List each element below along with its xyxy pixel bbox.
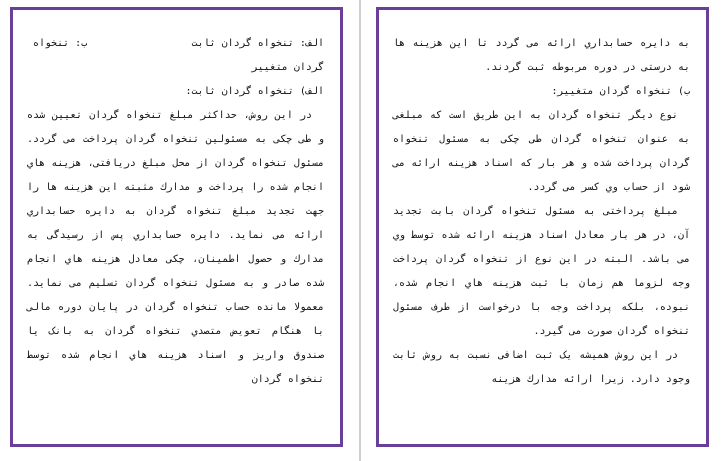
right-paragraph-4: در این روش همیشه یک ثبت اضافی نسبت به روش ثابت وجود دارد. زیرا ارائه مدارك هزینه (393, 350, 690, 385)
right-paragraph-1: به دایره حسابداري ارائه می گردد تا این هزینه ها به درستی در دوره مربوطه ثبت گردند. (393, 38, 690, 73)
left-header-line (27, 32, 324, 56)
right-paragraph-3: مبلغ پرداختی به مسئول تنخواه گردان بابت تجدید آن، در هر بار معادل اسناد هزینه ارائه شده توسط وي می باشد. البته در این نوع از تنخواه گردان پرداخت وجه لزوما هم زمان با ثبت هزینه هاي انجام شده، نبوده، بلکه پرداخت وجه با درخواست از طرف مسئول تنخواه گردان صورت می گیرد. (393, 206, 690, 337)
right-page-text (393, 32, 690, 392)
right-heading: ب) تنخواه گردان متغییر: (551, 86, 690, 97)
header-item-a: الف: تنخواه گردان ثابت (191, 38, 324, 49)
right-page (376, 7, 709, 447)
header-item-b: ب: تنخواه (33, 38, 88, 49)
left-paragraph: در این روش، حداکثر مبلغ تنخواه گردان تعیین شده و طی چکی به مسئولین تنخواه گردان پرداخت می گردد. مسئول تنخواه گردان از محل مبلغ دریافتی، هزینه هاي انجام شده را پرداخت و مدارك مثبته این هزینه ها را جهت تجدید مبلغ تنخواه گردان به دایره حسابداري ارائه می نماید. دایره حسابداري پس از رسیدگی به مدارك و حصول اطمینان، چکی معادل هزینه هاي انجام شده صادر و به مسئول تنخواه گردان تسلیم می نماید. معمولا مانده حساب تنخواه گردان در پایان دوره مالی با هنگام تعویض متصدي تنخواه گردان به بانک یا صندوق واریز و اسناد هزینه هاي انجام شده توسط تنخواه گردان (27, 110, 324, 385)
left-line-2: گردان متغییر (251, 62, 324, 73)
left-page-text (27, 32, 324, 392)
left-heading: الف) تنخواه گردان ثابت: (185, 86, 324, 97)
right-paragraph-2: نوع دیگر تنخواه گردان به این طریق است که مبلغی به عنوان تنخواه گردان طی چکی به مسئول تنخواه گردان پرداخت شده و هر بار که اسناد هزینه ارائه می شود از حساب وي کسر می گردد. (393, 110, 690, 193)
page-gutter (359, 0, 361, 461)
left-page (10, 7, 343, 447)
